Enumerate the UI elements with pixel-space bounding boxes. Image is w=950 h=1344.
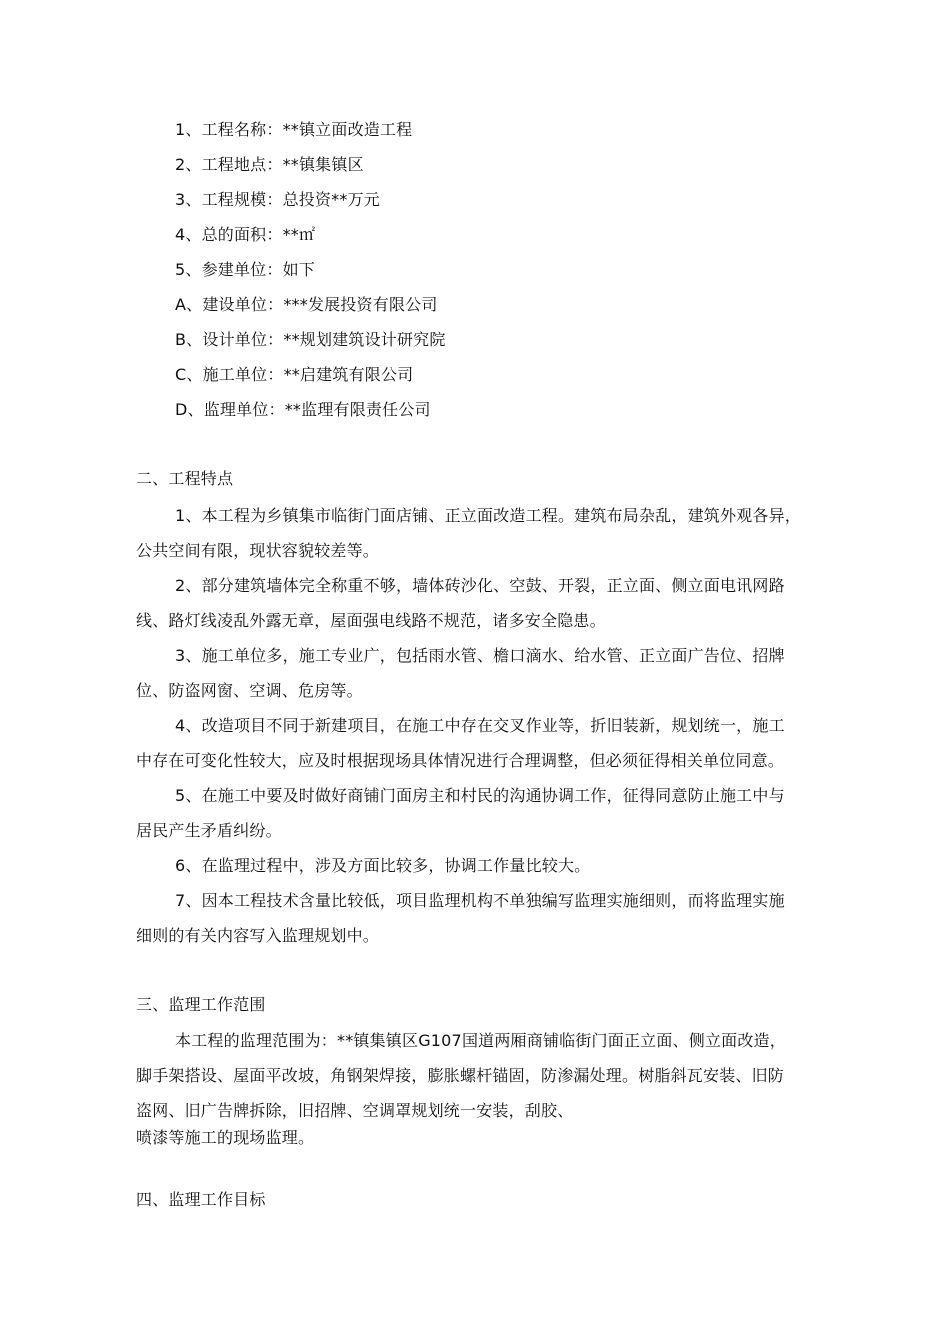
feature-line: 线、路灯线凌乱外露无章，屋面强电线路不规范，诸多安全隐患。 (136, 611, 606, 630)
section-heading-scope: 三、监理工作范围 (136, 995, 266, 1014)
feature-line: 5、在施工中要及时做好商铺门面房主和村民的沟通协调工作，征得同意防止施工中与 (175, 786, 785, 805)
scope-line: 盗网、旧广告牌拆除，旧招牌、空调罩规划统一安装，刮胶、 (136, 1101, 574, 1120)
section-heading-goals: 四、监理工作目标 (136, 1190, 266, 1209)
feature-line: 2、部分建筑墙体完全称重不够，墙体砖沙化、空鼓、开裂，正立面、侧立面电讯网路 (175, 576, 785, 595)
feature-line: 4、改造项目不同于新建项目，在施工中存在交叉作业等，折旧装新，规划统一，施工 (175, 716, 785, 735)
feature-line: 中存在可变化性较大，应及时根据现场具体情况进行合理调整，但必须征得相关单位同意。 (136, 751, 785, 770)
project-location: 2、工程地点：**镇集镇区 (175, 155, 364, 174)
feature-line: 7、因本工程技术含量比较低，项目监理机构不单独编写监理实施细则，而将监理实施 (175, 891, 785, 910)
project-area: 4、总的面积：**㎡ (175, 225, 316, 244)
feature-line: 位、防盗网窗、空调、危房等。 (136, 681, 363, 700)
section-heading-features: 二、工程特点 (136, 469, 234, 488)
scope-line: 喷漆等施工的现场监理。 (136, 1128, 315, 1147)
design-unit: B、设计单位：**规划建筑设计研究院 (175, 330, 446, 349)
scope-line: 脚手架搭设、屋面平改坡，角钢架焊接，膨胀螺杆锚固，防渗漏处理。树脂斜瓦安装、旧防 (136, 1066, 785, 1085)
feature-line: 6、在监理过程中，涉及方面比较多，协调工作量比较大。 (175, 856, 591, 875)
project-name: 1、工程名称：**镇立面改造工程 (175, 120, 413, 139)
supervision-unit: D、监理单位：**监理有限责任公司 (175, 400, 431, 419)
feature-line: 1、本工程为乡镇集市临街门面店铺、正立面改造工程。建筑布局杂乱，建筑外观各异， (175, 506, 801, 525)
feature-line: 3、施工单位多，施工专业广，包括雨水管、檐口滴水、给水管、正立面广告位、招牌 (175, 646, 785, 665)
construction-unit: C、施工单位：**启建筑有限公司 (175, 365, 414, 384)
construction-owner: A、建设单位：***发展投资有限公司 (175, 295, 438, 314)
participating-units: 5、参建单位：如下 (175, 260, 315, 279)
feature-line: 居民产生矛盾纠纷。 (136, 821, 282, 840)
project-scale: 3、工程规模：总投资**万元 (175, 190, 380, 209)
scope-line: 本工程的监理范围为：**镇集镇区G107国道两厢商铺临街门面正立面、侧立面改造， (175, 1031, 786, 1050)
feature-line: 细则的有关内容写入监理规划中。 (136, 926, 380, 945)
feature-line: 公共空间有限，现状容貌较差等。 (136, 541, 380, 560)
